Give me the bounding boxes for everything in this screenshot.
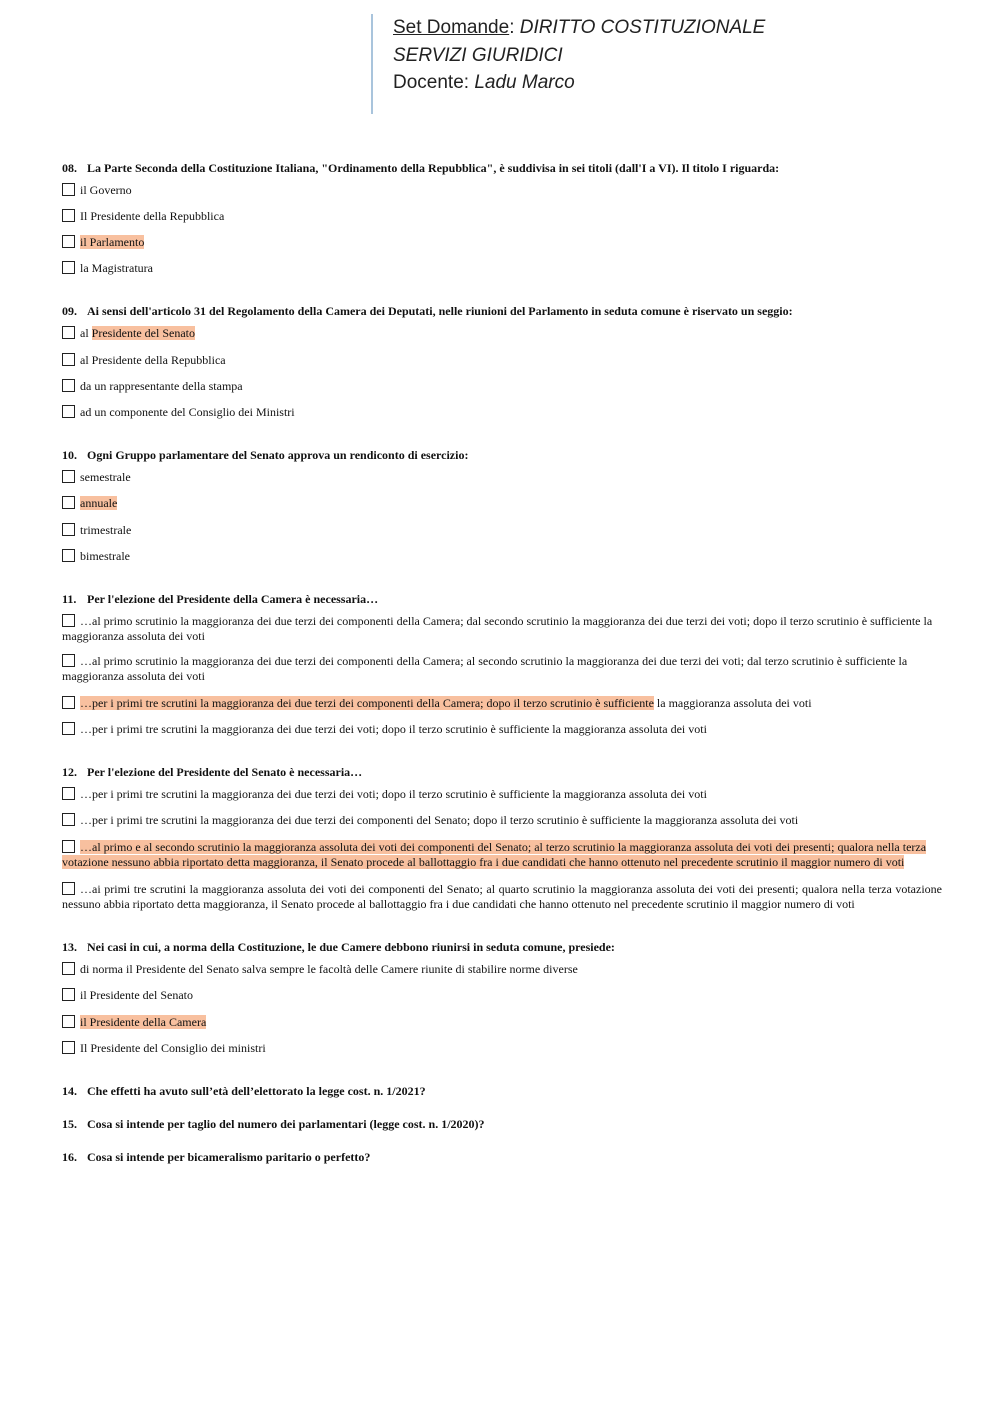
question-text: Per l'elezione del Presidente del Senato è necessaria…: [87, 764, 363, 779]
question-08: [62, 160, 942, 277]
answer-option: bimestrale: [62, 549, 942, 565]
answer-option: semestrale: [62, 470, 942, 486]
teacher-label: Docente:: [393, 72, 475, 93]
question-text: La Parte Seconda della Costituzione Italiana, "Ordinamento della Repubblica", è suddivisa in sei titoli (dall'I a VI). Il titolo I riguarda:: [87, 161, 780, 175]
checkbox[interactable]: [62, 496, 75, 509]
checkbox[interactable]: [62, 962, 75, 975]
set-sep: :: [509, 17, 520, 38]
highlighted-answer: …al primo e al secondo scrutinio la maggioranza assoluta dei voti dei componenti del Senato; al terzo scrutinio la maggioranza assoluta dei voti dei presenti; qualora nella terza votazione nessuno abbia riportato detta maggioranza, il Senato procede al ballottaggio fra i due candidati che hanno ottenuto nel precedente scrutinio il maggior numero di voti: [62, 839, 927, 869]
checkbox[interactable]: [62, 183, 75, 196]
checkbox[interactable]: [62, 840, 75, 853]
question-12: [62, 764, 942, 913]
checkbox[interactable]: [62, 1015, 75, 1028]
header-line-set: [393, 14, 953, 42]
question-10: [62, 447, 942, 565]
answer-option: il Presidente del Senato: [62, 988, 942, 1004]
answer-option: trimestrale: [62, 523, 942, 539]
question-title: [62, 447, 942, 463]
answer-option-correct: [62, 840, 942, 871]
answer-option: Il Presidente del Consiglio dei ministri: [62, 1041, 942, 1057]
answer-option: …ai primi tre scrutini la maggioranza assoluta dei voti dei componenti del Senato; al quarto scrutinio la maggioranza assoluta dei voti dei presenti; qualora nella terza votazione nessuno abbia riportato detta maggioranza, il Senato procede al ballottaggio fra i due candidati che hanno ottenuto nel precedente scrutinio il maggior numero di voti: [62, 881, 942, 911]
checkbox[interactable]: [62, 379, 75, 392]
question-title: [62, 1149, 942, 1165]
answer-option: di norma il Presidente del Senato salva sempre le facoltà delle Camere riunite di stabilire norme diverse: [62, 962, 942, 978]
document-header: [371, 14, 953, 114]
question-number: 08.: [62, 161, 77, 175]
highlighted-answer: il Parlamento: [80, 235, 145, 249]
course-name: SERVIZI GIURIDICI: [393, 44, 563, 66]
question-number: 16.: [62, 1149, 77, 1164]
checkbox[interactable]: [62, 523, 75, 536]
checkbox[interactable]: [62, 696, 75, 709]
answer-option: il Governo: [62, 183, 942, 199]
question-15: [62, 1116, 942, 1132]
checkbox[interactable]: [62, 326, 75, 339]
question-16: [62, 1149, 942, 1165]
checkbox[interactable]: [62, 235, 75, 248]
checkbox[interactable]: [62, 787, 75, 800]
answer-option: …per i primi tre scrutini la maggioranza dei due terzi dei componenti del Senato; dopo il terzo scrutinio è sufficiente la maggioranza assoluta dei voti: [62, 813, 942, 829]
checkbox[interactable]: [62, 813, 75, 826]
question-number: 13.: [62, 939, 77, 954]
checkbox[interactable]: [62, 209, 75, 222]
subject-title: DIRITTO COSTITUZIONALE: [519, 17, 766, 38]
questions-list: [62, 160, 942, 1172]
checkbox[interactable]: [62, 261, 75, 274]
question-title: [62, 939, 942, 955]
question-text: Nei casi in cui, a norma della Costituzione, le due Camere debbono riunirsi in seduta comune, presiede:: [87, 939, 615, 954]
checkbox[interactable]: [62, 654, 75, 667]
answer-option: …al primo scrutinio la maggioranza dei due terzi dei componenti della Camera; al secondo scrutinio la maggioranza dei due terzi dei voti; dal terzo scrutinio è sufficiente la maggioranza assoluta dei voti: [62, 653, 908, 683]
question-11: [62, 591, 942, 738]
answer-option-correct: al Presidente del Senato: [62, 326, 942, 342]
question-text: Cosa si intende per taglio del numero dei parlamentari (legge cost. n. 1/2020)?: [87, 1116, 485, 1131]
highlighted-answer: Presidente del Senato: [91, 325, 195, 340]
checkbox[interactable]: [62, 405, 75, 418]
highlighted-answer: …per i primi tre scrutini la maggioranza dei due terzi dei componenti della Camera; dopo il terzo scrutinio è sufficiente: [80, 695, 654, 710]
answer-option: la Magistratura: [62, 261, 942, 277]
teacher-name: Ladu Marco: [474, 72, 575, 93]
checkbox[interactable]: [62, 353, 75, 366]
highlighted-answer: annuale: [80, 496, 118, 510]
answer-option-correct: [62, 235, 942, 251]
question-text: Che effetti ha avuto sull’età dell’elettorato la legge cost. n. 1/2021?: [87, 1083, 426, 1098]
question-text: Ai sensi dell'articolo 31 del Regolamento della Camera dei Deputati, nelle riunioni del Parlamento in seduta comune è riservato un seggio:: [87, 303, 793, 318]
question-13: [62, 939, 942, 1057]
question-number: 15.: [62, 1116, 77, 1131]
question-text: Per l'elezione del Presidente della Camera è necessaria…: [87, 591, 379, 606]
answer-option-correct: [62, 1015, 942, 1031]
question-number: 09.: [62, 303, 77, 318]
answer-option: …per i primi tre scrutini la maggioranza dei due terzi dei voti; dopo il terzo scrutinio è sufficiente la maggioranza assoluta dei voti: [62, 722, 942, 738]
answer-option: da un rappresentante della stampa: [62, 379, 942, 395]
question-09: [62, 303, 942, 421]
checkbox[interactable]: [62, 614, 75, 627]
question-number: 10.: [62, 447, 77, 462]
question-number: 12.: [62, 764, 77, 779]
question-title: [62, 303, 942, 319]
answer-option: …al primo scrutinio la maggioranza dei due terzi dei componenti della Camera; dal secondo scrutinio la maggioranza dei due terzi dei voti; dopo il terzo scrutinio è sufficiente la maggioranza assoluta dei voti: [62, 613, 933, 643]
question-14: [62, 1083, 942, 1099]
answer-option-correct: …per i primi tre scrutini la maggioranza dei due terzi dei componenti della Camera; dopo il terzo scrutinio è sufficiente la maggioranza assoluta dei voti: [62, 696, 942, 712]
answer-option: Il Presidente della Repubblica: [62, 209, 942, 225]
question-number: 11.: [62, 591, 77, 606]
question-text: Cosa si intende per bicameralismo paritario o perfetto?: [87, 1149, 371, 1164]
question-title: [62, 591, 942, 607]
answer-option: al Presidente della Repubblica: [62, 353, 942, 369]
checkbox[interactable]: [62, 882, 75, 895]
question-number: 14.: [62, 1083, 77, 1098]
question-title: [62, 160, 942, 176]
header-line-teacher: [393, 69, 953, 97]
highlighted-answer: il Presidente della Camera: [80, 1014, 207, 1029]
question-title: [62, 764, 942, 780]
question-title: [62, 1083, 942, 1099]
answer-option: …per i primi tre scrutini la maggioranza dei due terzi dei voti; dopo il terzo scrutinio è sufficiente la maggioranza assoluta dei voti: [62, 787, 942, 803]
question-text: Ogni Gruppo parlamentare del Senato approva un rendiconto di esercizio:: [87, 447, 469, 462]
question-title: [62, 1116, 942, 1132]
checkbox[interactable]: [62, 1041, 75, 1054]
answer-option-correct: [62, 496, 942, 512]
checkbox[interactable]: [62, 988, 75, 1001]
checkbox[interactable]: [62, 722, 75, 735]
set-label: Set Domande: [393, 17, 510, 38]
checkbox[interactable]: [62, 549, 75, 562]
answer-option: ad un componente del Consiglio dei Ministri: [62, 405, 942, 421]
checkbox[interactable]: [62, 470, 75, 483]
